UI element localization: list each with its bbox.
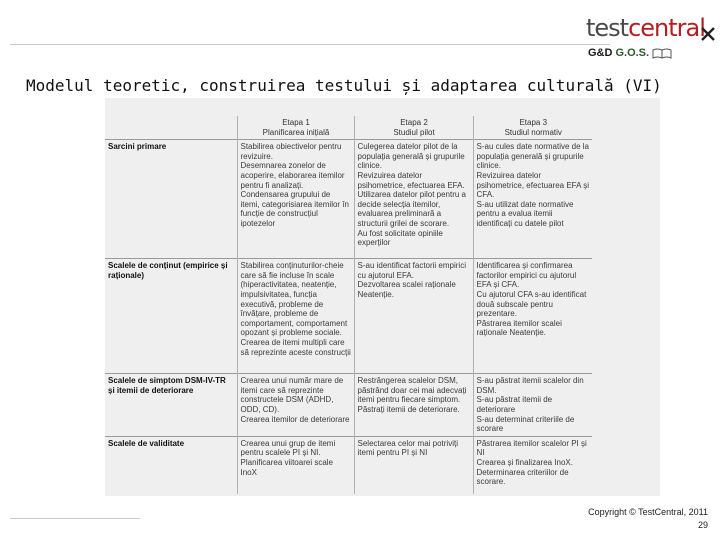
cell-text-line: Păstrarea itemilor scalelor PI și NI: [476, 438, 587, 458]
cell-text-line: Stabilirea conținuturilor-cheie care să fie incluse în scale (hiperactivitatea, neatenție, impulsivitatea, funcția executivă, probleme de învățare, probleme de comportament, comportament opozant și probleme sociale.: [240, 261, 348, 338]
row-label-content-scales: Scalele de conținut (empirice și raționale): [105, 259, 237, 374]
table-row: [105, 140, 592, 259]
cell-text-line: S-au determinat criteriile de scorare: [476, 414, 575, 434]
table-header-stage3: [473, 116, 592, 140]
cell-text-line: Desemnarea zonelor de acoperire, elaborarea itemilor pentru fi analizați.: [240, 161, 345, 190]
cell-text-line: Au fost solicitate opiniile experților: [357, 228, 443, 248]
table-row: [105, 374, 592, 437]
cell-text-line: Planificarea viitoarei scale InoX: [240, 457, 333, 477]
cell-text-line: S-au cules date normative de la populația generală și grupurile clinice.: [476, 142, 590, 171]
close-icon[interactable]: [700, 26, 716, 42]
cell-text-line: Etapa 2: [400, 118, 428, 127]
cell-text-line: Studiul pilot: [393, 127, 435, 137]
cell-text-line: Etapa 3: [519, 118, 548, 127]
logo-wordmark: [586, 14, 705, 42]
table-cell: [473, 374, 592, 437]
cell-text-line: Crearea itemilor de deteriorare: [240, 414, 350, 424]
table-cell: [354, 259, 473, 374]
table-cell: [473, 436, 592, 494]
table-row: [105, 259, 592, 374]
table-cell: [237, 374, 354, 437]
cell-text-line: S-au păstrat itemii de deteriorare: [476, 395, 553, 414]
footer-divider: [10, 518, 140, 519]
cell-text-line: Condensarea grupului de itemi, categorisiarea itemilor în funcție de construcțiul ipotezelor: [240, 190, 349, 228]
cell-text-line: Stabilirea obiectivelor pentru revizuire.: [240, 142, 342, 161]
stages-table-image: [105, 98, 660, 496]
stages-table: [105, 116, 592, 494]
table-cell: [473, 259, 592, 374]
row-label-dsm-scales: Scalele de simptom DSM-IV-TR și itemii de deteriorare: [105, 374, 237, 437]
page-number: 29: [697, 520, 708, 530]
cell-text-line: Selectarea celor mai potriviți itemi pentru PI și NI: [357, 438, 458, 458]
cell-text-line: Utilizarea datelor pilot pentru a decide selecția itemilor, evaluarea preliminară a structurii grilei de scorare.: [357, 190, 467, 228]
gos-logo-mark: G.O.S.: [615, 47, 650, 59]
row-label-validity-scales: Scalele de validitate: [105, 436, 237, 494]
cell-text-line: Revizuirea datelor psihometrice, efectuarea EFA.: [357, 170, 465, 190]
cell-text-line: S-au utilizat date normative pentru a evalua itemii identificați cu datele pilot: [476, 199, 574, 228]
table-cell: [237, 259, 354, 374]
table-header-stage2: [354, 116, 473, 140]
logo-word-central: central: [628, 14, 705, 42]
cell-text-line: Crearea de itemi multipli care să reprezinte aceste construcții: [240, 337, 351, 357]
table-cell: [354, 374, 473, 437]
copyright-text: Copyright © TestCentral, 2011: [588, 507, 708, 517]
gd-logo-mark: G&D: [588, 47, 613, 59]
cell-text-line: Restrângerea scalelor DSM, păstrând doar cei mai adecvați itemi pentru fiecare simptom.: [357, 376, 467, 405]
cell-text-line: Păstrarea itemilor scalei raționale Neatenție.: [476, 318, 562, 338]
cell-text-line: Planificarea inițială: [262, 127, 330, 137]
table-row: [105, 436, 592, 494]
cell-text-line: Studiul normativ: [504, 127, 562, 137]
testcentral-logo: [586, 14, 705, 70]
cell-text-line: Păstrați itemii de deteriorare.: [357, 404, 460, 414]
cell-text-line: Crearea și finalizarea InoX.: [476, 457, 573, 467]
book-icon: [652, 47, 672, 59]
cell-text-line: Culegerea datelor pilot de la populația generală și grupurile clinice.: [357, 142, 465, 171]
logo-word-test: test: [586, 14, 629, 42]
cell-text-line: Determinarea criteriilor de scorare.: [476, 467, 569, 487]
table-cell: [354, 140, 473, 259]
cell-text-line: Identificarea și confirmarea factorilor empirici cu ajutorul EFA și CFA.: [476, 261, 577, 290]
cell-text-line: Crearea unui număr mare de itemi care să reprezinte constructele DSM (ADHD, ODD, CD).: [240, 376, 344, 414]
table-header-row: [105, 116, 592, 140]
cell-text-line: S-au identificat factorii empirici cu ajutorul EFA.: [357, 261, 466, 280]
cell-text-line: Cu ajutorul CFA s-au identificat două subscale pentru prezentare.: [476, 289, 587, 319]
cell-text-line: S-au păstrat itemii scalelor din DSM.: [476, 376, 584, 395]
slide-title: Modelul teoretic, construirea testului și adaptarea culturală (VI): [26, 76, 662, 95]
table-header-stage1: [237, 116, 354, 140]
row-label-primary-tasks: Sarcini primare: [105, 140, 237, 259]
table-header-empty: [105, 116, 237, 140]
header-divider: [10, 44, 610, 45]
table-cell: [354, 436, 473, 494]
partner-logos: [586, 44, 698, 62]
table-cell: [237, 140, 354, 259]
cell-text-line: Dezvoltarea scalei raționale Neatenție.: [357, 280, 456, 299]
table-cell: [237, 436, 354, 494]
cell-text-line: Etapa 1: [282, 118, 310, 127]
table-cell: [473, 140, 592, 259]
cell-text-line: Revizuirea datelor psihometrice, efectuarea EFA și CFA.: [476, 170, 589, 200]
cell-text-line: Crearea unui grup de itemi pentru scalele PI și NI.: [240, 438, 336, 458]
